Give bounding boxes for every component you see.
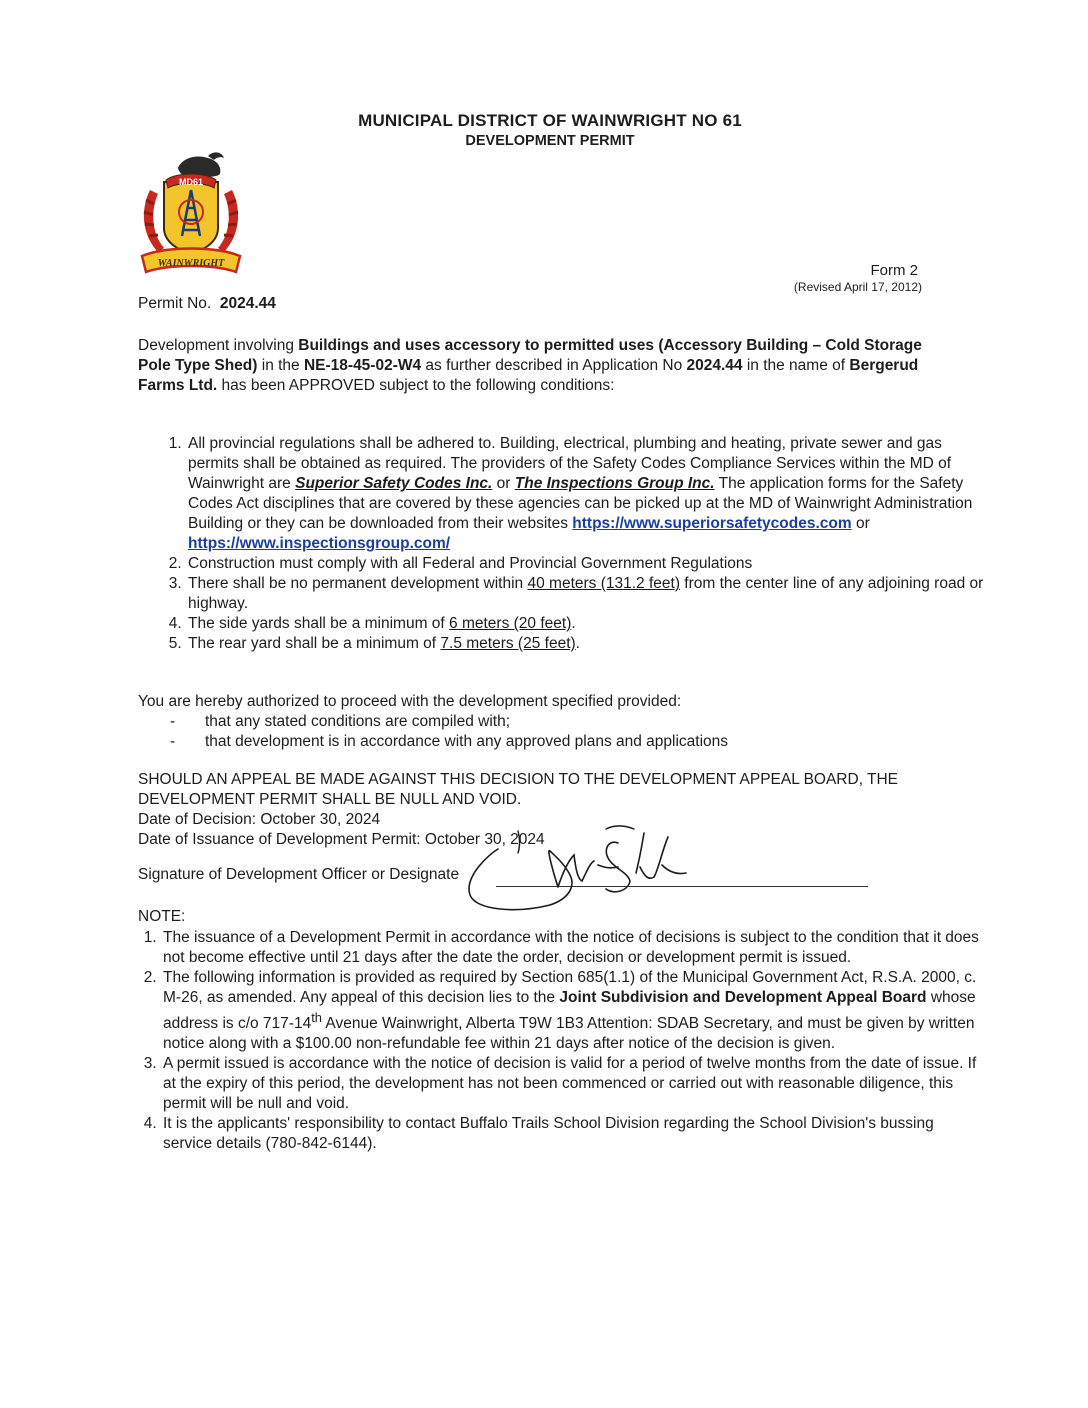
appeal-warning: SHOULD AN APPEAL BE MADE AGAINST THIS DECISION TO THE DEVELOPMENT APPEAL BOARD, THE DEVELOPMENT PERMIT SHALL BE NULL AND VOID. (138, 771, 899, 808)
form-number: Form 2 (870, 262, 918, 279)
condition-text: . (571, 615, 576, 632)
note-item (161, 928, 981, 968)
rear-yard-distance: 7.5 meters (25 feet) (440, 635, 576, 652)
condition-text: Construction must comply with all Federal and Provincial Government Regulations (188, 555, 753, 572)
note-item (161, 1114, 981, 1154)
condition-text: or (851, 515, 870, 532)
note-text: whose address is c/o 717-14 (163, 989, 976, 1033)
condition-text: The side yards shall be a minimum of (188, 615, 450, 632)
development-use: Buildings and uses accessory to permitted uses (Accessory Building – Cold Storage Pole Type Shed) (138, 337, 922, 374)
document-title: MUNICIPAL DISTRICT OF WAINWRIGHT NO 61 (358, 111, 742, 130)
handwritten-signature (458, 815, 718, 915)
intro-text: in the name of (742, 357, 850, 374)
ordinal-suffix: th (311, 1010, 322, 1025)
form-revised-date: (Revised April 17, 2012) (793, 280, 922, 294)
provider-inspections-group: The Inspections Group Inc. (514, 475, 715, 492)
permit-number (138, 295, 276, 313)
applicant-name: Bergerud Farms Ltd. (138, 357, 919, 394)
note-item (161, 968, 981, 1054)
intro-text: as further described in Application No (421, 357, 687, 374)
inspections-group-link[interactable]: https://www.inspectionsgroup.com/ (188, 535, 451, 552)
condition-item (186, 634, 986, 654)
intro-text: has been APPROVED subject to the following conditions: (217, 377, 615, 394)
authorization-item (138, 712, 938, 732)
approval-statement (138, 336, 938, 396)
condition-item (186, 614, 986, 634)
authorization-item-text: that development is in accordance with any approved plans and applications (205, 733, 729, 750)
note-text: The issuance of a Development Permit in accordance with the notice of decisions is subject to the condition that it does not become effective until 21 days after the date the order, decision or development permit is issued. (163, 929, 979, 966)
issuance-date: Date of Issuance of Development Permit: October 30, 2024 (138, 831, 545, 848)
authorization-item (138, 732, 938, 752)
permit-number-label: Permit No. (138, 295, 212, 312)
condition-text: or (492, 475, 515, 492)
condition-text: The application forms for the Safety Codes Act disciplines that are covered by these agencies can be picked up at the MD of Wainwright Administration Building or they can be downloaded from their websites (188, 475, 973, 532)
decision-date: Date of Decision: October 30, 2024 (138, 811, 381, 828)
provider-superior-safety-codes: Superior Safety Codes Inc. (295, 475, 493, 492)
permit-number-value: 2024.44 (219, 295, 276, 312)
logo-top-text: MD61 (178, 177, 204, 187)
note-text: A permit issued is accordance with the notice of decision is valid for a period of twelve months from the date of issue. If at the expiry of this period, the development has not been commenced or carried out with reasonable diligence, this permit will be null and void. (163, 1055, 977, 1113)
condition-text: from the center line of any adjoining road or highway. (188, 575, 984, 612)
condition-item (186, 554, 986, 574)
condition-text: There shall be no permanent development within (188, 575, 528, 592)
note-text: Avenue Wainwright, Alberta T9W 1B3 Attention: SDAB Secretary, and must be given by written notice along with a $100.00 non-refundable fee within 21 days after notice of the decision is given. (163, 1015, 975, 1053)
note-text: The following information is provided as required by Section 685(1.1) of the Municipal Government Act, R.S.A. 2000, c. M-26, as amended. Any appeal of this decision lies to the (163, 969, 977, 1006)
side-yard-distance: 6 meters (20 feet) (449, 615, 572, 632)
authorization-item-text: that any stated conditions are compiled with; (205, 713, 511, 730)
condition-item (186, 434, 986, 554)
note-text: It is the applicants' responsibility to contact Buffalo Trails School Division regarding the School Division's bussing service details (780-842-6144). (163, 1115, 934, 1153)
condition-text: All provincial regulations shall be adhered to. Building, electrical, plumbing and heating, private sewer and gas permits shall be obtained as required. The providers of the Safety Codes Compliance Services within the MD of Wainwright are (188, 435, 952, 492)
appeal-board-name: Joint Subdivision and Development Appeal Board (559, 989, 927, 1006)
condition-text: The rear yard shall be a minimum of (188, 635, 441, 652)
dash-bullet: - (170, 713, 176, 730)
notes-list (138, 928, 981, 1154)
authorization-lead: You are hereby authorized to proceed with the development specified provided: (138, 693, 682, 710)
setback-distance: 40 meters (131.2 feet) (527, 575, 680, 592)
md-wainwright-crest-logo (136, 150, 246, 278)
notes-heading: NOTE: (138, 908, 186, 925)
condition-text: . (575, 635, 580, 652)
conditions-list (138, 434, 986, 654)
intro-text: in the (257, 357, 304, 374)
signature-label: Signature of Development Officer or Designate (138, 866, 460, 883)
dash-bullet: - (170, 733, 176, 750)
authorization-section (138, 692, 938, 752)
logo-bottom-text: WAINWRIGHT (157, 258, 225, 269)
intro-text: Development involving (138, 337, 299, 354)
note-item (161, 1054, 981, 1114)
superior-safety-codes-link[interactable]: https://www.superiorsafetycodes.com (572, 515, 852, 532)
legal-land-description: NE-18-45-02-W4 (303, 357, 422, 374)
condition-item (186, 574, 986, 614)
application-number: 2024.44 (686, 357, 743, 374)
document-subtitle: DEVELOPMENT PERMIT (465, 133, 635, 149)
